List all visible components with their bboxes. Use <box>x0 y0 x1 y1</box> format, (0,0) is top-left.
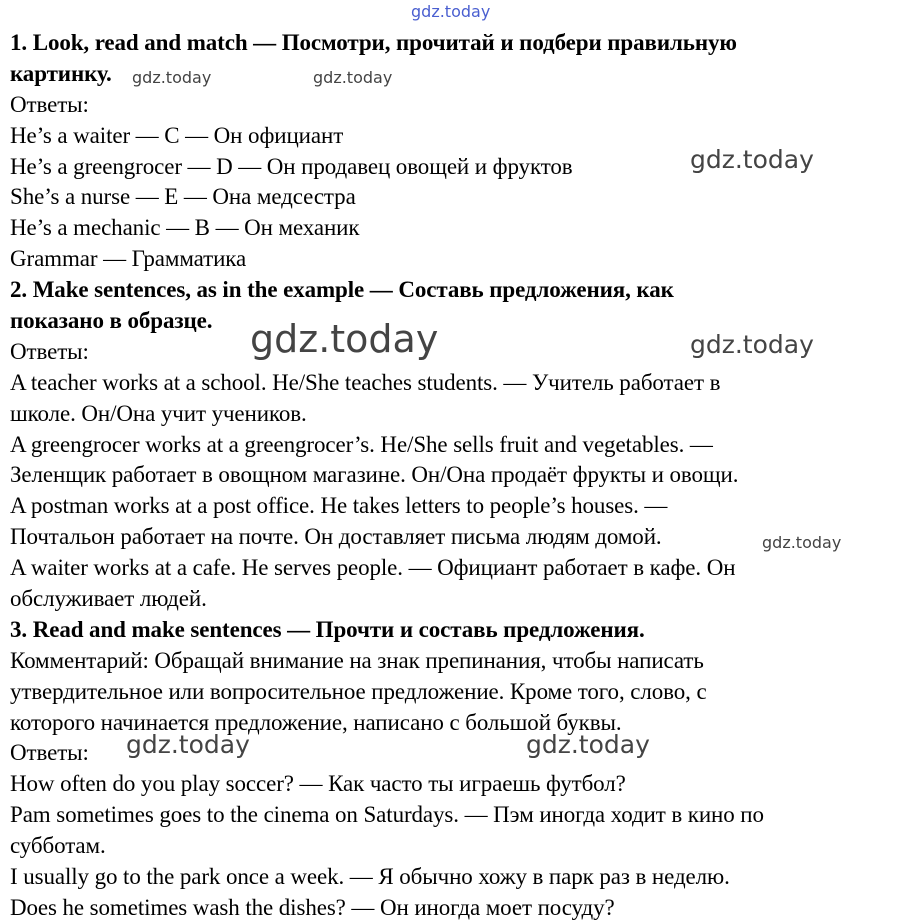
doc-line: He’s a mechanic — B — Он механик <box>10 215 360 241</box>
doc-line: She’s a nurse — E — Она медсестра <box>10 184 356 210</box>
doc-line: How often do you play soccer? — Как часто ты играешь футбол? <box>10 771 626 797</box>
doc-line: картинку. <box>10 60 112 86</box>
doc-line: A waiter works at a cafe. He serves people. — Официант работает в кафе. Он <box>10 555 736 581</box>
watermark: gdz.today <box>411 2 491 21</box>
doc-line: 1. Look, read and match — Посмотри, прочитай и подбери правильную <box>10 30 737 55</box>
doc-line: Ответы: <box>10 740 89 766</box>
doc-line: Pam sometimes goes to the cinema on Saturdays. — Пэм иногда ходит в кино по <box>10 802 764 828</box>
doc-line: A teacher works at a school. He/She teaches students. — Учитель работает в <box>10 369 721 395</box>
doc-line: He’s a waiter — C — Он официант <box>10 122 344 148</box>
doc-line: He’s a greengrocer — D — Он продавец овощей и фруктов <box>10 153 573 179</box>
doc-line: обслуживает людей. <box>10 586 207 612</box>
doc-line: 3. Read and make sentences — Прочти и составь предложения. <box>10 616 645 642</box>
doc-line: Почтальон работает на почте. Он доставляет письма людям домой. <box>10 524 662 550</box>
doc-line: A greengrocer works at a greengrocer’s. He/She sells fruit and vegetables. — <box>10 431 713 457</box>
watermark: gdz.today <box>690 330 814 359</box>
watermark: gdz.today <box>313 68 393 87</box>
doc-line: A postman works at a post office. He takes letters to people’s houses. — <box>10 493 668 519</box>
watermark: gdz.today <box>762 533 842 552</box>
doc-line: 2. Make sentences, as in the example — Составь предложения, как <box>10 277 674 303</box>
watermark: gdz.today <box>526 730 650 759</box>
doc-line: Grammar — Грамматика <box>10 246 247 272</box>
watermark: gdz.today <box>250 317 439 361</box>
watermark: gdz.today <box>690 145 814 174</box>
doc-line: I usually go to the park once a week. — Я обычно хожу в парк раз в неделю. <box>10 864 730 890</box>
doc-line: Does he sometimes wash the dishes? — Он иногда моет посуду? <box>10 894 615 920</box>
doc-line: которого начинается предложение, написано с большой буквы. <box>10 709 622 735</box>
doc-line: Ответы: <box>10 338 89 364</box>
watermark: gdz.today <box>132 68 212 87</box>
doc-line: показано в образце. <box>10 308 213 334</box>
doc-line: Ответы: <box>10 91 89 117</box>
doc-line: утвердительное или вопросительное предложение. Кроме того, слово, с <box>10 678 707 704</box>
doc-line: школе. Он/Она учит учеников. <box>10 400 307 426</box>
doc-line: Комментарий: Обращай внимание на знак препинания, чтобы написать <box>10 647 704 673</box>
watermark: gdz.today <box>126 730 250 759</box>
doc-line: субботам. <box>10 833 106 859</box>
doc-line: Зеленщик работает в овощном магазине. Он/Она продаёт фрукты и овощи. <box>10 462 739 488</box>
